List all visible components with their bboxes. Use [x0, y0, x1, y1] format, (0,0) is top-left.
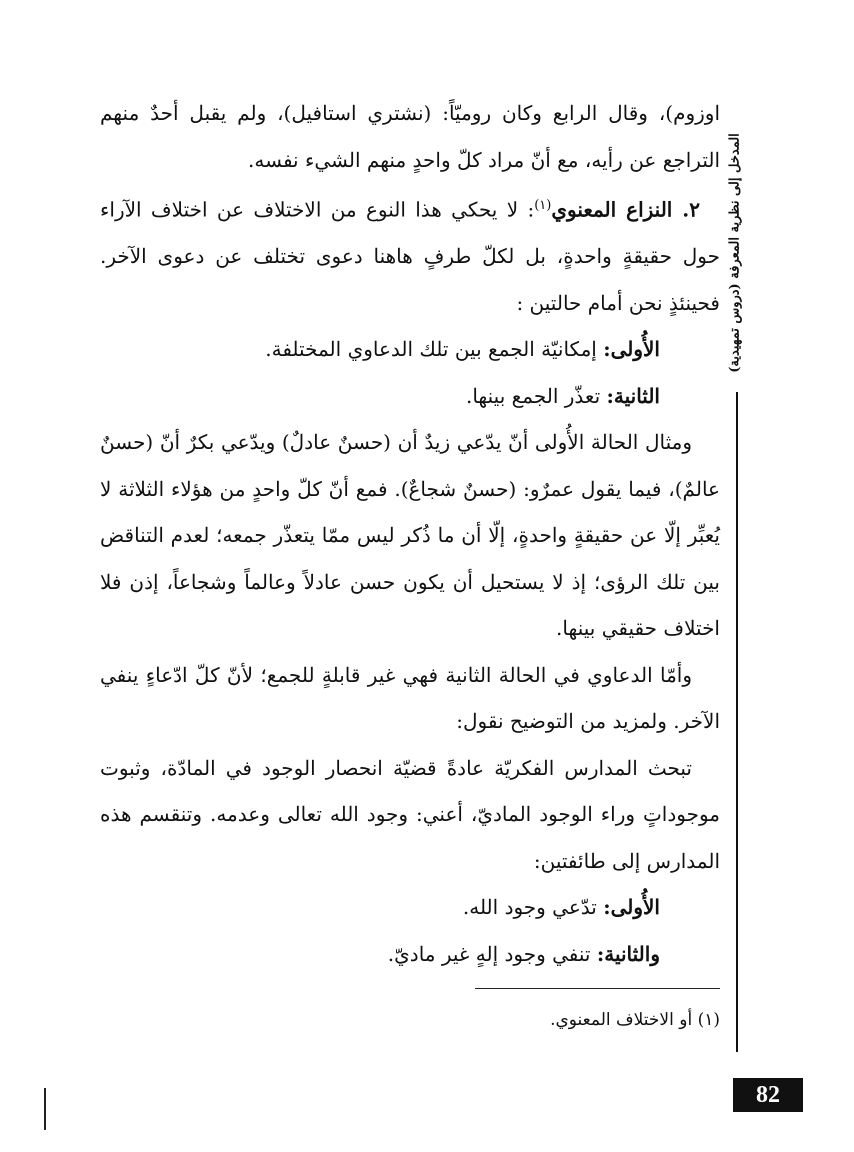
- group-first-text: تدّعي وجود الله.: [462, 895, 604, 920]
- paragraph-second-case: وأمّا الدعاوي في الحالة الثانية فهي غير قابلةٍ للجمع؛ لأنّ كلّ ادّعاءٍ ينفي الآخر. ولمزيد من التوضيح نقول:: [100, 662, 720, 734]
- margin-rule: [736, 392, 738, 1052]
- case-second-text: تعذّر الجمع بينها.: [465, 383, 607, 408]
- edge-mark: [44, 1088, 46, 1130]
- footnote-rule: [475, 988, 720, 989]
- case-first: [100, 326, 720, 373]
- paragraph-example: ومثال الحالة الأُولى أنّ يدّعي زيدٌ أن (حسنٌ عادلٌ) ويدّعي بكرٌ أنّ (حسنٌ عالمٌ)، فيما يقول عمرٌو: (حسنٌ شجاعٌ). فمع أنّ كلّ واحدٍ من هؤلاء الثلاثة لا يُعبِّر إلّا عن حقيقةٍ واحدةٍ، إلّا أن ما ذُكر ليس ممّا يتعذّر جمعه؛ لعدم التناقض بين تلك الرؤى؛ إذ لا يستحيل أن يكون حسن عادلاً وعالماً وشجاعاً، إذن فلا اختلاف حقيقي بينها.: [100, 430, 720, 641]
- paragraph-schools: تبحث المدارس الفكريّة عادةً قضيّة انحصار الوجود في المادّة، وثبوت موجوداتٍ وراء الوجود الماديّ، أعني: وجود الله تعالى وعدمه. وتنقسم هذه المدارس إلى طائفتين:: [100, 755, 720, 873]
- case-first-text: إمكانيّة الجمع بين تلك الدعاوي المختلفة.: [265, 337, 604, 362]
- page-number: 82: [733, 1078, 803, 1112]
- section-heading-paragraph: [100, 183, 720, 326]
- paragraph-opening: اوزوم)، وقال الرابع وكان روميّاً: (نشتري استافيل)، ولم يقبل أحدٌ منهم التراجع عن رأيه، مع أنّ مراد كلّ واحدٍ منهم الشيء نفسه.: [100, 101, 720, 172]
- case-second: [100, 373, 720, 420]
- case-second-label: الثانية:: [606, 383, 660, 408]
- footnote: (١) أو الاختلاف المعنوي.: [550, 1010, 720, 1030]
- group-second-label: والثانية:: [596, 941, 660, 966]
- case-first-label: الأُولى:: [603, 337, 660, 362]
- group-second-text: تنفي وجود إلهٍ غير ماديّ.: [387, 941, 597, 966]
- body-text: [100, 90, 720, 977]
- section-heading: ٢. النزاع المعنوي: [551, 197, 701, 222]
- footnote-ref: (١): [534, 198, 552, 213]
- group-second: [100, 931, 720, 978]
- running-head-text: المدخل إلى نظرية المعرفة (دروس تمهيدية): [727, 133, 743, 373]
- group-first: [100, 884, 720, 931]
- group-first-label: الأُولى:: [603, 895, 660, 920]
- running-head: [728, 118, 742, 388]
- section-text: : لا يحكي هذا النوع من الاختلاف عن اختلاف الآراء حول حقيقةٍ واحدةٍ، بل لكلّ طرفٍ هاهنا دعوى تختلف عن دعوى الآخر. فحينئذٍ نحن أمام حالتين :: [100, 197, 720, 315]
